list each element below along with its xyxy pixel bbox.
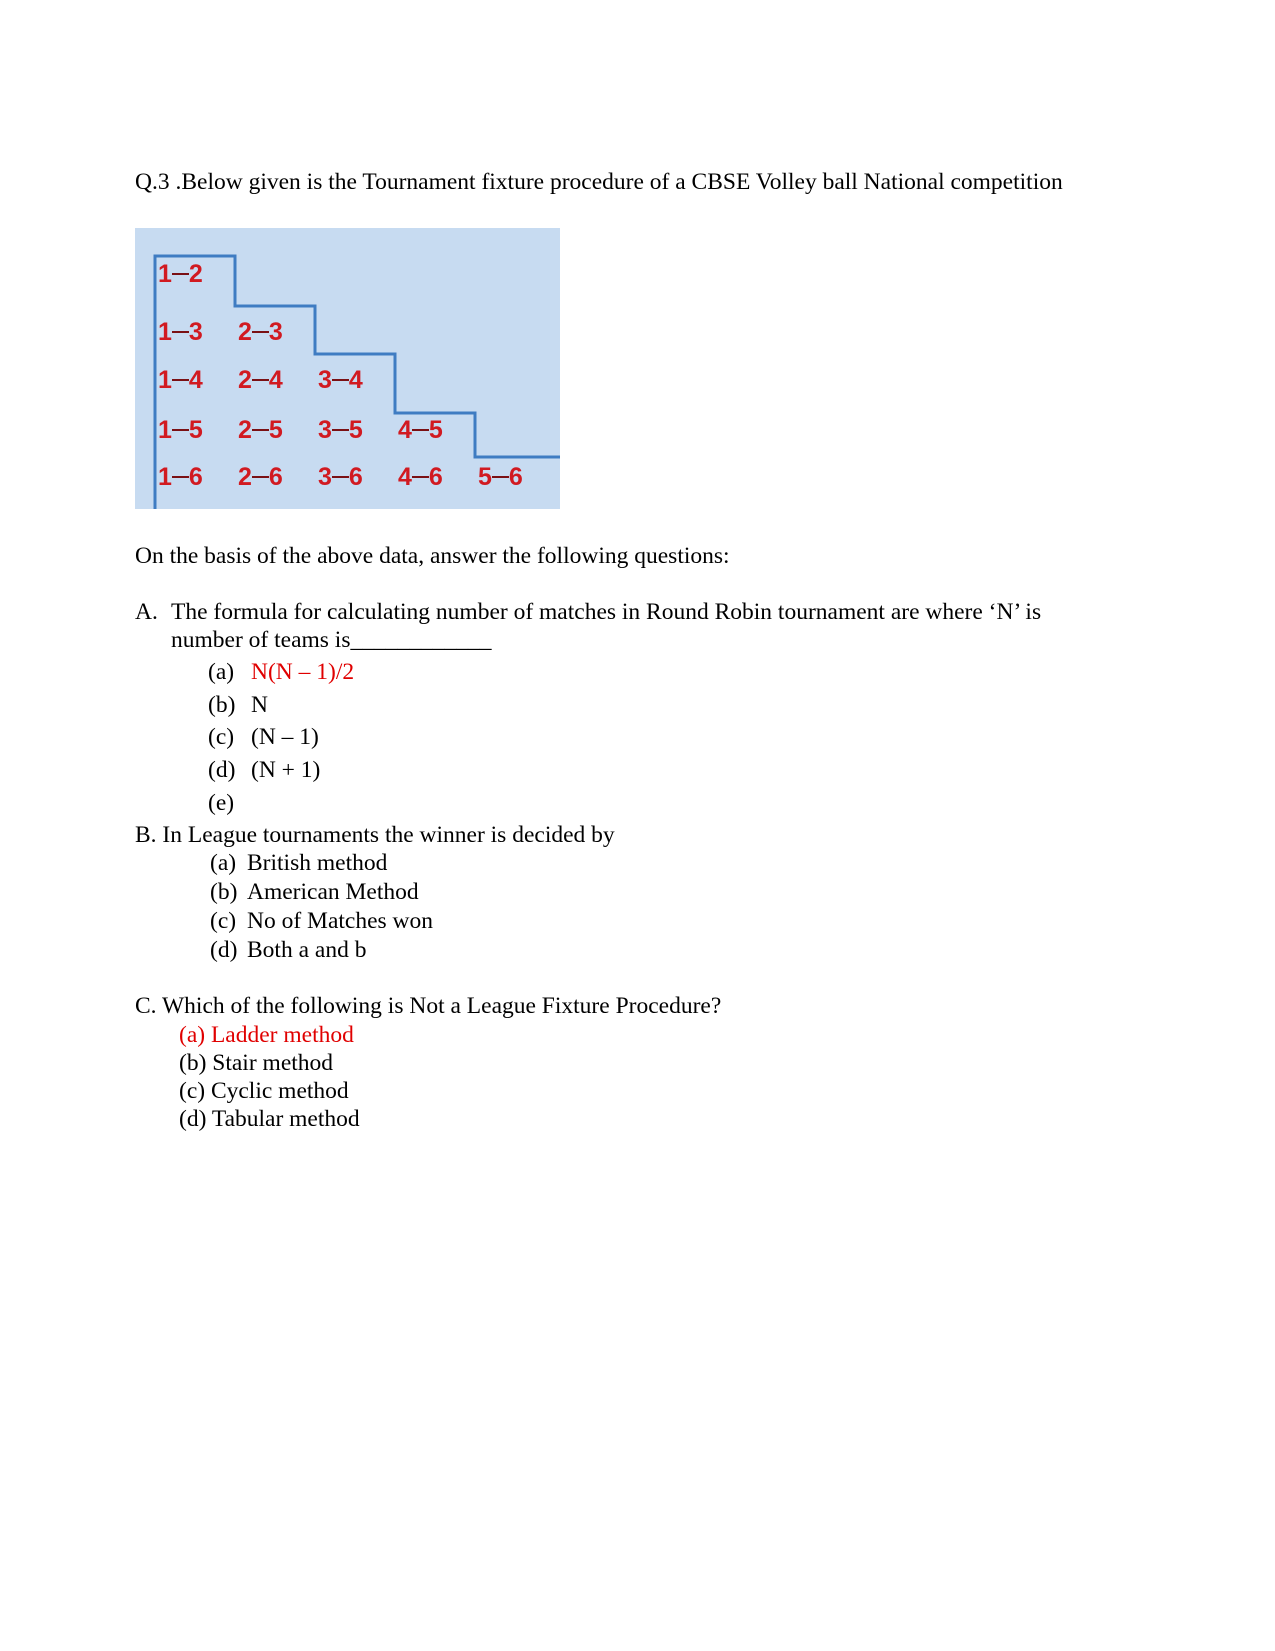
fixture-team-a: 4	[398, 463, 412, 491]
question-b-option-label: (a)	[210, 850, 237, 876]
fixture-team-a: 3	[318, 416, 332, 444]
fixture-stair-diagram	[135, 228, 560, 509]
fixture-dash	[252, 476, 269, 478]
question-a-text-continued: number of teams is____________	[171, 627, 492, 653]
fixture-pair	[158, 463, 203, 491]
question-b-option-label: (c)	[210, 908, 237, 934]
question-a-option-label: (d)	[208, 757, 236, 783]
fixture-team-b: 6	[428, 463, 443, 491]
fixture-team-b: 3	[188, 318, 203, 346]
fixture-pair	[398, 416, 443, 444]
fixture-team-a: 4	[398, 416, 412, 444]
fixture-dash	[172, 429, 189, 431]
fixture-team-a: 1	[158, 366, 172, 394]
question-a-option-answer: (N + 1)	[251, 757, 321, 783]
question-a-option-label: (a)	[208, 659, 235, 685]
fixture-pair	[238, 416, 283, 444]
fixture-pair	[158, 318, 203, 346]
fixture-dash	[252, 379, 269, 381]
fixture-dash	[332, 476, 349, 478]
fixture-team-a: 5	[478, 463, 492, 491]
fixture-pair	[478, 463, 523, 491]
question-b-option-answer: No of Matches won	[247, 908, 434, 934]
fixture-team-b: 6	[508, 463, 523, 491]
fixture-team-a: 3	[318, 463, 332, 491]
fixture-dash	[252, 429, 269, 431]
fixture-team-b: 5	[268, 416, 283, 444]
fixture-team-a: 1	[158, 260, 172, 288]
fixture-pair	[158, 416, 203, 444]
fixture-team-a: 2	[238, 366, 252, 394]
fixture-pair	[318, 416, 363, 444]
fixture-dash	[172, 273, 189, 275]
fixture-pair	[238, 366, 283, 394]
fixture-dash	[412, 429, 429, 431]
fixture-team-b: 6	[348, 463, 363, 491]
fixture-dash	[172, 379, 189, 381]
fixture-dash	[332, 379, 349, 381]
fixture-team-a: 2	[238, 416, 252, 444]
fixture-team-b: 4	[348, 366, 363, 394]
fixture-dash	[172, 331, 189, 333]
fixture-dash	[172, 476, 189, 478]
question-a-option-answer: N(N – 1)/2	[251, 659, 355, 685]
fixture-dash	[492, 476, 509, 478]
question-a-option-answer: (N – 1)	[251, 724, 319, 750]
question-b-option-label: (b)	[210, 879, 238, 905]
fixture-team-a: 1	[158, 463, 172, 491]
question-a-label: A.	[135, 599, 158, 625]
fixture-pair	[158, 366, 203, 394]
fixture-team-a: 1	[158, 416, 172, 444]
intro-text: On the basis of the above data, answer the following questions:	[135, 543, 730, 569]
question-a-text: The formula for calculating number of matches in Round Robin tournament are where ‘N’ is	[171, 599, 1042, 625]
fixture-pair	[318, 366, 363, 394]
fixture-pair	[398, 463, 443, 491]
fixture-team-b: 5	[348, 416, 363, 444]
fixture-team-b: 5	[428, 416, 443, 444]
fixture-team-a: 3	[318, 366, 332, 394]
question-c-option: (c) Cyclic method	[179, 1078, 349, 1104]
fixture-pair	[318, 463, 363, 491]
question-heading: Q.3 .Below given is the Tournament fixture procedure of a CBSE Volley ball National competition	[135, 169, 1063, 195]
fixture-team-b: 3	[268, 318, 283, 346]
fixture-pair	[158, 260, 203, 288]
question-c-option: (b) Stair method	[179, 1050, 334, 1076]
question-b-option-answer: British method	[247, 850, 388, 876]
fixture-dash	[252, 331, 269, 333]
fixture-dash	[412, 476, 429, 478]
fixture-team-b: 5	[188, 416, 203, 444]
fixture-team-a: 2	[238, 463, 252, 491]
fixture-team-b: 4	[268, 366, 283, 394]
fixture-team-b: 2	[188, 260, 203, 288]
question-b-option-answer: Both a and b	[247, 937, 367, 963]
question-a-option-answer: N	[251, 692, 268, 718]
question-a-option-label: (c)	[208, 724, 235, 750]
fixture-dash	[332, 429, 349, 431]
question-c-text: C. Which of the following is Not a League Fixture Procedure?	[135, 993, 722, 1019]
fixture-team-b: 6	[188, 463, 203, 491]
fixture-team-a: 2	[238, 318, 252, 346]
question-c-option: (a) Ladder method	[179, 1022, 354, 1048]
question-b-text: B. In League tournaments the winner is decided by	[135, 822, 615, 848]
question-b-option-label: (d)	[210, 937, 238, 963]
question-c-option: (d) Tabular method	[179, 1106, 360, 1132]
question-a-option-label: (b)	[208, 692, 236, 718]
fixture-team-a: 1	[158, 318, 172, 346]
question-b-option-answer: American Method	[247, 879, 419, 905]
fixture-team-b: 4	[188, 366, 203, 394]
fixture-pair	[238, 463, 283, 491]
question-a-option-label: (e)	[208, 790, 235, 816]
fixture-pair	[238, 318, 283, 346]
fixture-team-b: 6	[268, 463, 283, 491]
